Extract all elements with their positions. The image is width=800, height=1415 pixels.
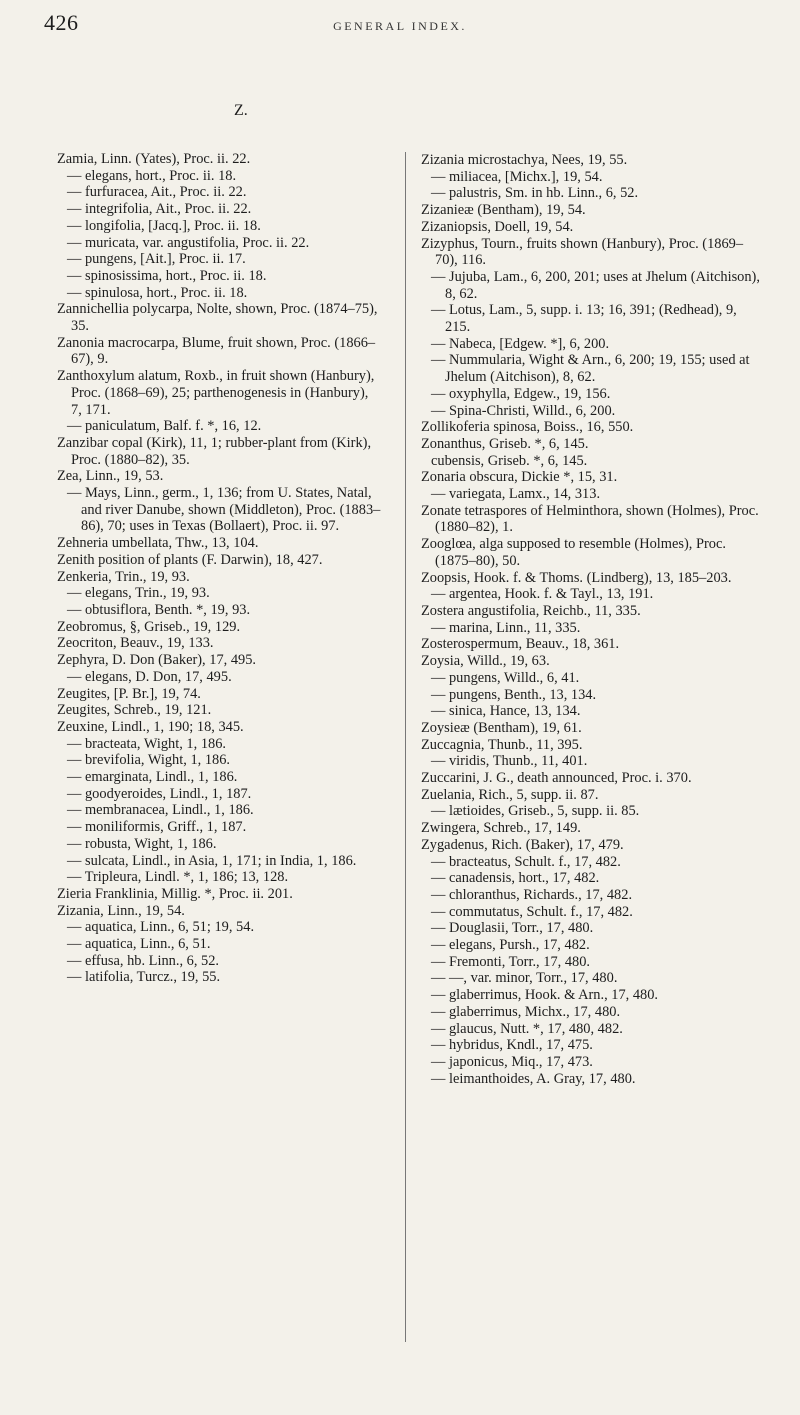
index-entry: — oxyphylla, Edgew., 19, 156. <box>431 385 611 402</box>
index-entry: Zeugites, [P. Br.], 19, 74. <box>57 685 201 702</box>
index-entry: — Jujuba, Lam., 6, 200, 201; uses at Jhelum (Aitchison), 8, 62. <box>431 268 760 302</box>
index-entry: — sulcata, Lindl., in Asia, 1, 171; in India, 1, 186. <box>67 852 357 869</box>
index-entry: — brevifolia, Wight, 1, 186. <box>67 752 231 769</box>
right-column <box>421 152 761 1087</box>
index-entry: — japonicus, Miq., 17, 473. <box>431 1053 593 1070</box>
index-entry: — bracteata, Wight, 1, 186. <box>67 735 227 752</box>
index-entry: — Spina-Christi, Willd., 6, 200. <box>431 402 616 419</box>
index-entry: Zizaniopsis, Doell, 19, 54. <box>421 218 574 235</box>
index-entry: — elegans, hort., Proc. ii. 18. <box>67 167 237 184</box>
index-entry: — Lotus, Lam., 5, supp. i. 13; 16, 391; (Redhead), 9, 215. <box>431 302 737 336</box>
index-entry: Zoysia, Willd., 19, 63. <box>421 653 550 670</box>
index-entry: — pungens, [Ait.], Proc. ii. 17. <box>67 251 246 268</box>
index-entry: — variegata, Lamx., 14, 313. <box>431 486 601 503</box>
index-entry: — Mays, Linn., germ., 1, 136; from U. States, Natal, and river Danube, shown (Middleton), Proc. (1883–86), 70; uses in Texas (Bollaert), Proc. ii. 97. <box>67 485 381 535</box>
index-entry: — miliacea, [Michx.], 19, 54. <box>431 168 603 185</box>
index-entry: — elegans, D. Don, 17, 495. <box>67 668 232 685</box>
index-entry: Zannichellia polycarpa, Nolte, shown, Proc. (1874–75), 35. <box>57 301 378 335</box>
index-entry: Zollikoferia spinosa, Boiss., 16, 550. <box>421 419 634 436</box>
index-entry: — Tripleura, Lindl. *, 1, 186; 13, 128. <box>67 869 289 886</box>
index-entry: — effusa, hb. Linn., 6, 52. <box>67 952 220 969</box>
index-entry: Zeocriton, Beauv., 19, 133. <box>57 635 214 652</box>
index-entry: — integrifolia, Ait., Proc. ii. 22. <box>67 201 252 218</box>
index-entry: — argentea, Hook. f. & Tayl., 13, 191. <box>431 586 654 603</box>
index-entry: cubensis, Griseb. *, 6, 145. <box>431 452 588 469</box>
index-entry: — furfuracea, Ait., Proc. ii. 22. <box>67 184 247 201</box>
index-entry: Zonaria obscura, Dickie *, 15, 31. <box>421 469 618 486</box>
index-entry: — lætioides, Griseb., 5, supp. ii. 85. <box>431 803 640 820</box>
index-entry: — pungens, Willd., 6, 41. <box>431 669 580 686</box>
index-entry: — chloranthus, Richards., 17, 482. <box>431 886 633 903</box>
index-entry: — hybridus, Kndl., 17, 475. <box>431 1037 593 1054</box>
index-entry: — marina, Linn., 11, 335. <box>431 619 581 636</box>
index-entry: — glaucus, Nutt. *, 17, 480, 482. <box>431 1020 623 1037</box>
index-entry: Zwingera, Schreb., 17, 149. <box>421 820 581 837</box>
index-entry: — spinosissima, hort., Proc. ii. 18. <box>67 267 267 284</box>
index-entry: — glaberrimus, Michx., 17, 480. <box>431 1003 621 1020</box>
index-entry: Zeuxine, Lindl., 1, 190; 18, 345. <box>57 718 244 735</box>
index-entry: Zoysieæ (Bentham), 19, 61. <box>421 719 582 736</box>
index-entry: — leimanthoides, A. Gray, 17, 480. <box>431 1070 636 1087</box>
index-entry: Zoopsis, Hook. f. & Thoms. (Lindberg), 13, 185–203. <box>421 569 732 586</box>
index-entry: — spinulosa, hort., Proc. ii. 18. <box>67 284 248 301</box>
index-entry: Zuelania, Rich., 5, supp. ii. 87. <box>421 786 599 803</box>
index-entry: — Fremonti, Torr., 17, 480. <box>431 953 591 970</box>
index-entry: Zizanieæ (Bentham), 19, 54. <box>421 202 586 219</box>
index-entry: — obtusiflora, Benth. *, 19, 93. <box>67 601 251 618</box>
index-entry: Zanthoxylum alatum, Roxb., in fruit shown (Hanbury), Proc. (1868–69), 25; parthenogenesis in (Hanbury), 7, 171. <box>57 368 375 418</box>
index-entry: Zanonia macrocarpa, Blume, fruit shown, Proc. (1866–67), 9. <box>57 334 376 368</box>
index-entry: Zuccagnia, Thunb., 11, 395. <box>421 736 583 753</box>
column-divider <box>405 152 406 1342</box>
index-entry: — pungens, Benth., 13, 134. <box>431 686 597 703</box>
index-entry: Zenith position of plants (F. Darwin), 18, 427. <box>57 551 323 568</box>
index-entry: — Nabeca, [Edgew. *], 6, 200. <box>431 335 610 352</box>
index-entry: — elegans, Pursh., 17, 482. <box>431 937 590 954</box>
index-entry: Zosterospermum, Beauv., 18, 361. <box>421 636 620 653</box>
index-entry: Zostera angustifolia, Reichb., 11, 335. <box>421 602 641 619</box>
page-number: 426 <box>44 10 79 35</box>
index-entry: — Douglasii, Torr., 17, 480. <box>431 920 594 937</box>
index-entry: Zehneria umbellata, Thw., 13, 104. <box>57 535 259 552</box>
index-entry: Zizyphus, Tourn., fruits shown (Hanbury), Proc. (1869–70), 116. <box>421 235 744 269</box>
index-entry: — emarginata, Lindl., 1, 186. <box>67 769 238 786</box>
index-entry: — elegans, Trin., 19, 93. <box>67 585 210 602</box>
index-entry: — commutatus, Schult. f., 17, 482. <box>431 903 633 920</box>
index-entry: — membranacea, Lindl., 1, 186. <box>67 802 254 819</box>
index-entry: — —, var. minor, Torr., 17, 480. <box>431 970 618 987</box>
index-entry: Zooglœa, alga supposed to resemble (Holmes), Proc. (1875–80), 50. <box>421 536 726 569</box>
index-entry: — palustris, Sm. in hb. Linn., 6, 52. <box>431 185 639 202</box>
index-entry: — Nummularia, Wight & Arn., 6, 200; 19, 155; used at Jhelum (Aitchison), 8, 62. <box>431 352 750 386</box>
index-entry: — bracteatus, Schult. f., 17, 482. <box>431 853 621 870</box>
index-entry: Zuccarini, J. G., death announced, Proc. i. 370. <box>421 770 692 787</box>
index-entry: — sinica, Hance, 13, 134. <box>431 703 581 720</box>
index-entry: Zizania, Linn., 19, 54. <box>57 902 185 919</box>
left-column <box>57 151 382 986</box>
index-entry: Zamia, Linn. (Yates), Proc. ii. 22. <box>57 151 251 167</box>
index-entry: — aquatica, Linn., 6, 51; 19, 54. <box>67 919 255 936</box>
index-entry: Zizania microstachya, Nees, 19, 55. <box>421 152 628 168</box>
index-entry: Zygadenus, Rich. (Baker), 17, 479. <box>421 836 624 853</box>
index-entry: Zeugites, Schreb., 19, 121. <box>57 702 212 719</box>
index-entry: — moniliformis, Griff., 1, 187. <box>67 819 247 836</box>
index-entry: Zeobromus, §, Griseb., 19, 129. <box>57 618 241 635</box>
index-entry: — robusta, Wight, 1, 186. <box>67 835 217 852</box>
index-entry: — paniculatum, Balf. f. *, 16, 12. <box>67 418 262 435</box>
index-entry: Zonanthus, Griseb. *, 6, 145. <box>421 435 589 452</box>
index-entry: — aquatica, Linn., 6, 51. <box>67 936 211 953</box>
index-entry: — goodyeroides, Lindl., 1, 187. <box>67 785 252 802</box>
index-entry: — viridis, Thunb., 11, 401. <box>431 753 588 770</box>
running-head: GENERAL INDEX. <box>333 19 467 33</box>
index-entry: Zenkeria, Trin., 19, 93. <box>57 568 190 585</box>
index-entry: Zanzibar copal (Kirk), 11, 1; rubber-plant from (Kirk), Proc. (1880–82), 35. <box>57 434 372 468</box>
index-entry: — glaberrimus, Hook. & Arn., 17, 480. <box>431 987 659 1004</box>
index-entry: Zephyra, D. Don (Baker), 17, 495. <box>57 652 257 669</box>
index-entry: — longifolia, [Jacq.], Proc. ii. 18. <box>67 217 261 234</box>
index-entry: — latifolia, Turcz., 19, 55. <box>67 969 221 986</box>
index-entry: — canadensis, hort., 17, 482. <box>431 870 600 887</box>
letter-heading: Z. <box>234 102 248 119</box>
index-entry: Zieria Franklinia, Millig. *, Proc. ii. 201. <box>57 885 293 902</box>
index-entry: Zea, Linn., 19, 53. <box>57 468 164 485</box>
index-entry: Zonate tetraspores of Helminthora, shown (Holmes), Proc. (1880–82), 1. <box>421 502 759 536</box>
index-entry: — muricata, var. angustifolia, Proc. ii. 22. <box>67 234 310 251</box>
